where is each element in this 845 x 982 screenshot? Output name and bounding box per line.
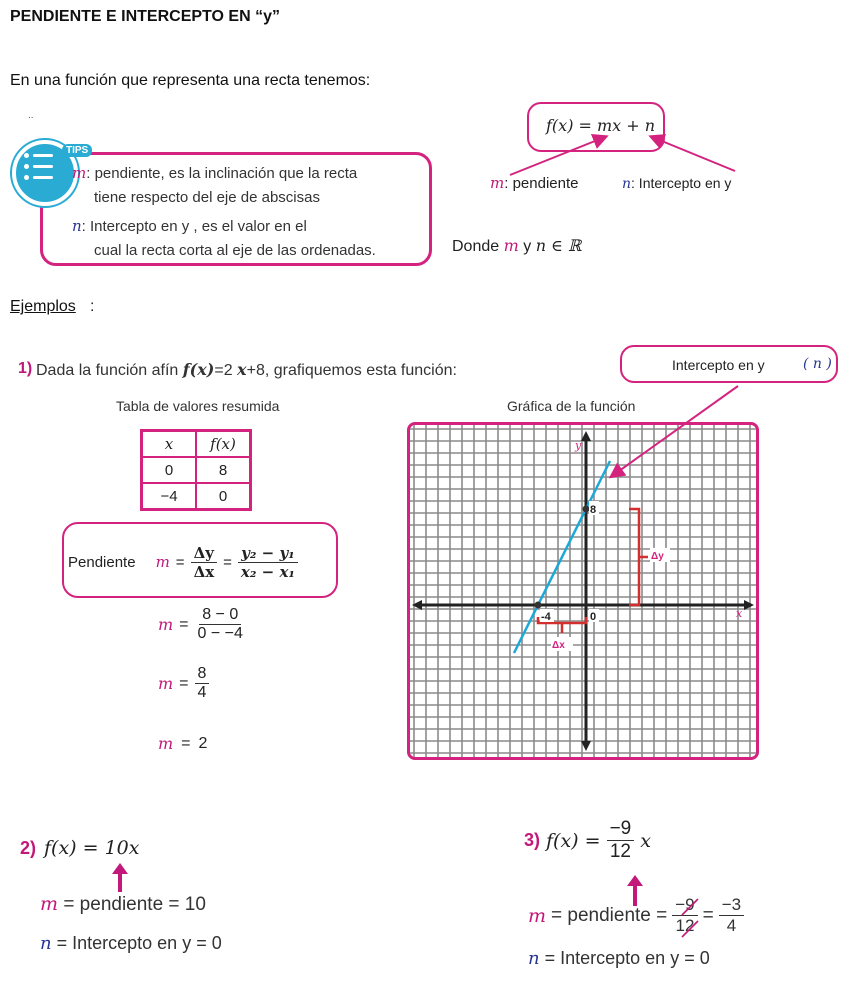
delta-x-label: Δx: [552, 640, 565, 651]
list-icon-lines: [24, 153, 54, 186]
ex1-func-rest: =2: [214, 362, 233, 379]
ex2-m-var: m: [40, 893, 59, 915]
calc2-num: 8: [195, 665, 210, 684]
dots-mark: ..: [28, 110, 34, 121]
slope-points-frac: [238, 544, 298, 581]
example3-func: f(x) =: [546, 829, 601, 852]
table-row: [142, 457, 251, 483]
calc1-num: 8 − 0: [199, 606, 241, 625]
donde-word: Donde: [452, 238, 500, 255]
data-point: [583, 506, 590, 513]
calc-step1: [158, 606, 246, 643]
example2-n-row: [40, 933, 222, 954]
page-title: PENDIENTE E INTERCEPTO EN “y”: [10, 8, 280, 25]
formula-m-label: [490, 174, 578, 192]
ejemplos-heading: [10, 298, 76, 316]
example2-func: f(x) = 10x: [44, 837, 140, 859]
ex3-frac1: [672, 895, 697, 936]
example2-arrow-icon: [110, 862, 130, 894]
ex3-frac2-num: −3: [719, 895, 744, 916]
ex3-frac1-den: 12: [675, 916, 695, 935]
table-header-x: x: [142, 431, 197, 458]
ex1-func: f(x): [182, 360, 215, 379]
ex2-n-var: n: [40, 933, 52, 954]
tips-m-line2: tiene respecto del eje de abscisas: [94, 189, 320, 206]
ex3-frac1-num: −9: [672, 895, 697, 916]
example3-frac: [607, 818, 635, 863]
table-cell: 8: [196, 457, 251, 483]
calc1-m: m: [158, 615, 174, 634]
slope-eq2: =: [223, 553, 232, 571]
graph-caption: Gráfica de la función: [507, 398, 636, 414]
ex3-m-eq: =: [702, 904, 714, 926]
example1-number: 1): [18, 360, 33, 377]
slope-delta-frac: [191, 544, 218, 581]
intercept-var: ( n ): [803, 356, 832, 372]
example3-number: 3): [524, 830, 541, 850]
calc-result-value: 2: [198, 734, 208, 752]
ex3-n-var: n: [528, 948, 540, 969]
tick-label-8: 8: [590, 504, 597, 516]
tips-n-var: n: [72, 217, 82, 235]
slope-m: m: [155, 553, 170, 571]
slope-label: Pendiente: [68, 553, 136, 571]
donde-m: m: [503, 236, 519, 255]
table-cell: 0: [196, 483, 251, 510]
example3-x: x: [640, 829, 651, 852]
ex3-frac2-den: 4: [726, 916, 737, 935]
calc2-m: m: [158, 674, 174, 693]
ejemplos-label: Ejemplos: [10, 298, 76, 315]
example3-m-row: [528, 895, 744, 936]
table-header-fx: f(x): [196, 431, 251, 458]
donde-y: y: [523, 238, 532, 255]
ex3-frac-den: 12: [609, 841, 631, 862]
ex3-m-text: = pendiente =: [551, 904, 668, 926]
table-row: [142, 483, 251, 510]
formula-m-text: : pendiente: [504, 175, 579, 192]
tips-tag: TIPS: [62, 144, 92, 157]
table-caption: Tabla de valores resumida: [116, 398, 280, 414]
donde-rest: n ∈ ℝ: [535, 236, 582, 255]
donde-text: [452, 236, 581, 256]
formula-n-label: [622, 175, 731, 192]
ex3-m-var: m: [528, 904, 547, 927]
formula-n-var: n: [622, 176, 632, 192]
ex3-n-text: = Intercepto en y = 0: [544, 948, 710, 968]
calc1-frac: [195, 606, 246, 643]
delta-y-brace: [629, 509, 648, 605]
delta-y-label: Δy: [651, 551, 664, 562]
example3-func-row: [524, 818, 651, 863]
tips-n-line1: [72, 217, 307, 235]
intercept-label: Intercepto en y: [672, 357, 765, 373]
ex3-frac-num: −9: [607, 818, 635, 841]
formula-n-text: : Intercepto en y: [631, 175, 732, 191]
slope-delta-x: Δx: [193, 562, 215, 581]
table-cell: 0: [142, 457, 197, 483]
calc2-frac: [195, 665, 210, 702]
values-table: [140, 429, 252, 511]
slope-x-diff: x₂ − x₁: [240, 562, 295, 581]
slope-eq1: =: [175, 553, 185, 571]
arrow-m: [510, 137, 605, 175]
calc3-m: m: [158, 734, 174, 753]
tick-label-0: 0: [590, 611, 597, 623]
table-header-row: [142, 431, 251, 458]
slope-delta-y: Δy: [191, 544, 217, 563]
tick-label-neg4: -4: [541, 611, 551, 623]
calc2-eq: =: [179, 674, 189, 692]
formula-m-var: m: [490, 174, 505, 192]
intro-text: En una función que representa una recta tenemos:: [10, 72, 371, 89]
ex2-n-text: = Intercepto en y = 0: [56, 933, 222, 953]
slope-formula: [68, 536, 298, 588]
ejemplos-colon: :: [90, 298, 95, 315]
tips-n-text: : Intercepto en y , es el valor en el: [81, 218, 307, 235]
intercept-arrow: [600, 380, 750, 490]
table-cell: −4: [142, 483, 197, 510]
arrow-n: [652, 137, 735, 171]
x-axis-label: x: [736, 607, 743, 620]
calc-result: [158, 734, 207, 753]
tips-m-line1: [72, 164, 357, 182]
ex3-frac2: [719, 895, 744, 936]
calc2-den: 4: [197, 684, 207, 701]
cancel-strikes: [672, 895, 702, 941]
slope-y-diff: y₂ − y₁: [238, 544, 298, 563]
ex1-func-end: +8, grafiquemos esta función:: [246, 362, 457, 379]
example1-text: [36, 360, 457, 380]
data-point: [535, 602, 542, 609]
ex1-text-before: Dada la función afín: [36, 362, 179, 379]
y-axis-label: y: [575, 439, 582, 452]
ex2-m-text: = pendiente = 10: [63, 894, 206, 915]
tips-m-text: : pendiente, es la inclinación que la recta: [86, 165, 358, 182]
example3-n-row: [528, 948, 710, 969]
example2-number: 2): [20, 838, 37, 858]
calc1-den: 0 − −4: [197, 625, 243, 642]
calc-step2: [158, 665, 209, 702]
example2-m-row: [40, 893, 206, 916]
formula-text: f(x) = mx + n: [546, 116, 656, 135]
calc1-eq: =: [179, 615, 189, 633]
tips-m-var: m: [72, 164, 87, 182]
tips-n-line2: cual la recta corta al eje de las ordenadas.: [94, 242, 376, 259]
calc3-eq: =: [181, 734, 191, 752]
ex1-func-x: x: [237, 360, 247, 379]
